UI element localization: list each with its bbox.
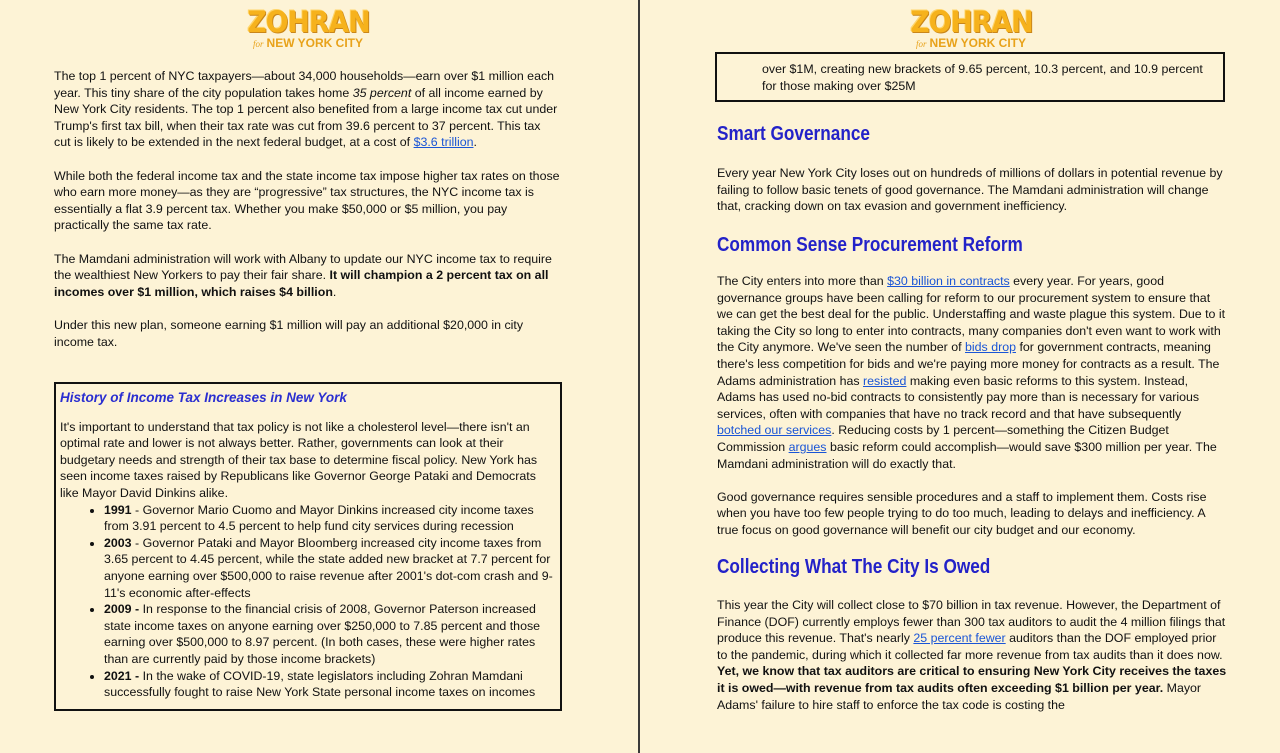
list-item (104, 668, 556, 701)
body-text-left (54, 68, 560, 350)
paragraph-collecting-owed (717, 597, 1227, 713)
zohran-logo (881, 6, 1061, 50)
list-item-text: - Governor Pataki and Mayor Bloomberg increased city income taxes from 3.65 percent to 4.45 percent, while the state added new bracket at 7.7 percent for anyone earning over $500,000 to raise revenue after 2001's dot-com crash and 9-11's economic after-effects (104, 535, 553, 600)
proc-text-e: . Reducing costs by 1 percent—something the Citizen Budget Commission (717, 423, 1169, 454)
p1-text-b: of all income earned by New York City residents. The top 1 percent also benefited from a large income tax cut under Trump's first tax bill, when their tax rate was cut from 39.6 percent to 37 percent. This tax cut is likely to be extended in the next federal budget, at a cost of (54, 85, 558, 150)
history-box (54, 382, 562, 711)
heading-smart-governance: Smart Governance (717, 123, 870, 145)
left-page (0, 0, 638, 753)
history-box-continued (715, 52, 1225, 102)
heading-procurement-reform: Common Sense Procurement Reform (717, 234, 1023, 256)
paragraph-progressive: While both the federal income tax and the state income tax impose higher tax rates on those who earn more money—as they are “progressive” tax structures, the NYC income tax is essentially a flat 3.9 percent tax. Whether you make $50,000 or $5 million, you pay practically the same tax rate. (54, 168, 560, 233)
link-botched-services[interactable]: botched our services (717, 423, 832, 438)
history-box-content (60, 390, 556, 701)
paragraph-good-governance: Good governance requires sensible procedures and a staff to implement them. Costs rise when you have too few people trying to do too much, leading to delays and inefficiency. A true focus on good governance will benefit our city budget and our economy. (717, 489, 1207, 537)
p1-text-c: . (473, 135, 477, 150)
link-25-percent-fewer[interactable]: 25 percent fewer (913, 631, 1006, 646)
p3-text-a: The Mamdani administration will work with Albany to update our NYC income tax to require the wealthiest New Yorkers to pay their fair share. (54, 251, 552, 283)
link-bids-drop[interactable]: bids drop (965, 340, 1016, 355)
owed-text-b: auditors than the DOF employed prior to the pandemic, during which it collected far more revenue from tax audits than it does now. (717, 631, 1223, 662)
paragraph-procurement (717, 273, 1227, 472)
p1-emphasis: 35 percent (352, 85, 412, 100)
procurement-text (717, 273, 1227, 539)
proc-text-c: for government contracts, meaning there's less competition for bids and we're paying more money for contracts as a result. The Adams administration has (717, 340, 1220, 388)
history-intro: It's important to understand that tax policy is not like a cholesterol level—there isn't an optimal rate and lower is not always better. Rather, governments can look at their budgetary needs and strength of their tax base to determine fiscal policy. New York has seen income taxes raised by Republicans like Governor George Pataki and Democrats like Mayor David Dinkins alike. (60, 419, 538, 500)
link-resisted[interactable]: resisted (863, 373, 907, 388)
link-30-billion-contracts[interactable]: $30 billion in contracts (887, 274, 1010, 288)
box-continued-text: over $1M, creating new brackets of 9.65 percent, 10.3 percent, and 10.9 percent for those making over $25M (762, 62, 1203, 93)
history-list (60, 502, 556, 701)
list-item-year: 1991 (104, 502, 132, 517)
list-item-text: - Governor Mario Cuomo and Mayor Dinkins increased city income taxes from 3.91 percent to 4.5 percent to help fund city services during recession (104, 502, 534, 534)
logo-city: NEW YORK CITY (266, 36, 363, 50)
proc-text-a: The City enters into more than (717, 274, 888, 288)
list-item (104, 535, 556, 601)
logo-word: ZOHRAN (909, 5, 1033, 39)
history-box-title: History of Income Tax Increases in New York (60, 390, 347, 405)
zohran-logo (218, 6, 398, 50)
p1-text-a: The top 1 percent of NYC taxpayers—about 34,000 households—earn over $1 million each year. This tiny share of the city population takes home (54, 69, 555, 100)
logo-for: for (916, 39, 927, 49)
logo-city: NEW YORK CITY (929, 36, 1026, 50)
list-item (104, 601, 556, 667)
proc-text-f: basic reform could accomplish—would save $300 million per year. The Mamdani administration will do exactly that. (717, 439, 1217, 471)
logo-for: for (253, 39, 264, 49)
paragraph-smart-governance: Every year New York City loses out on hundreds of millions of dollars in potential revenue by failing to follow basic tenets of good governance. The Mamdani administration will change that, cracking down on tax evasion and government inefficiency. (717, 166, 1223, 214)
list-item-text: In the wake of COVID-19, state legislators including Zohran Mamdani successfully fought to raise New York State personal income taxes on incomes (104, 668, 536, 700)
owed-text (717, 597, 1227, 713)
paragraph-mamdani-plan (54, 251, 560, 301)
link-argues[interactable]: argues (788, 439, 827, 454)
list-item-year: 2003 (104, 535, 132, 550)
list-item (104, 502, 556, 535)
owed-text-c: Mayor Adams' failure to hire staff to enforce the tax code is costing the (717, 680, 1202, 712)
list-item-year: 2021 - (104, 668, 140, 683)
p3-bold: It will champion a 2 percent tax on all incomes over $1 million, which raises $4 billion (54, 268, 549, 299)
list-item-year: 2009 - (104, 602, 140, 617)
logo-word: ZOHRAN (246, 5, 370, 39)
heading-collecting-owed: Collecting What The City Is Owed (717, 556, 991, 578)
owed-text-a: This year the City will collect close to $70 billion in tax revenue. However, the Department of Finance (DOF) currently employs fewer than 300 tax auditors to audit the 4 million filings that produce this revenue. That's nearly (717, 598, 1226, 646)
p3-text-c: . (332, 284, 337, 299)
owed-bold: Yet, we know that tax auditors are critical to ensuring New York City receives the taxes it is owed—with revenue from tax audits often exceeding $1 billion per year. (717, 664, 1227, 695)
link-3-6-trillion[interactable]: $3.6 trillion (413, 135, 474, 150)
proc-text-d: making even basic reforms to this system. Instead, Adams has used no-bid contracts to consistently pay more than is necessary for various services, often with companies that have no track record and that have subsequently (717, 373, 1200, 421)
paragraph-top-one-percent (54, 68, 560, 151)
right-page (640, 0, 1280, 753)
paragraph-new-plan: Under this new plan, someone earning $1 million will pay an additional $20,000 in city income tax. (54, 317, 524, 349)
list-item-text: In response to the financial crisis of 2008, Governor Paterson increased state income taxes on anyone earning over $250,000 to 7.85 percent and those earning over $500,000 to 8.97 percent. (In both cases, these were higher rates than are currently paid by those income brackets) (104, 602, 541, 666)
proc-text-b: every year. For years, good governance groups have been calling for reform to our procurement system to ensure that we can get the best deal for the public. Understaffing and waste plague this system. Due to it taking the City so long to enter into contracts, many companies don't even want to work with the City anymore. We've seen the number of (717, 274, 1226, 355)
